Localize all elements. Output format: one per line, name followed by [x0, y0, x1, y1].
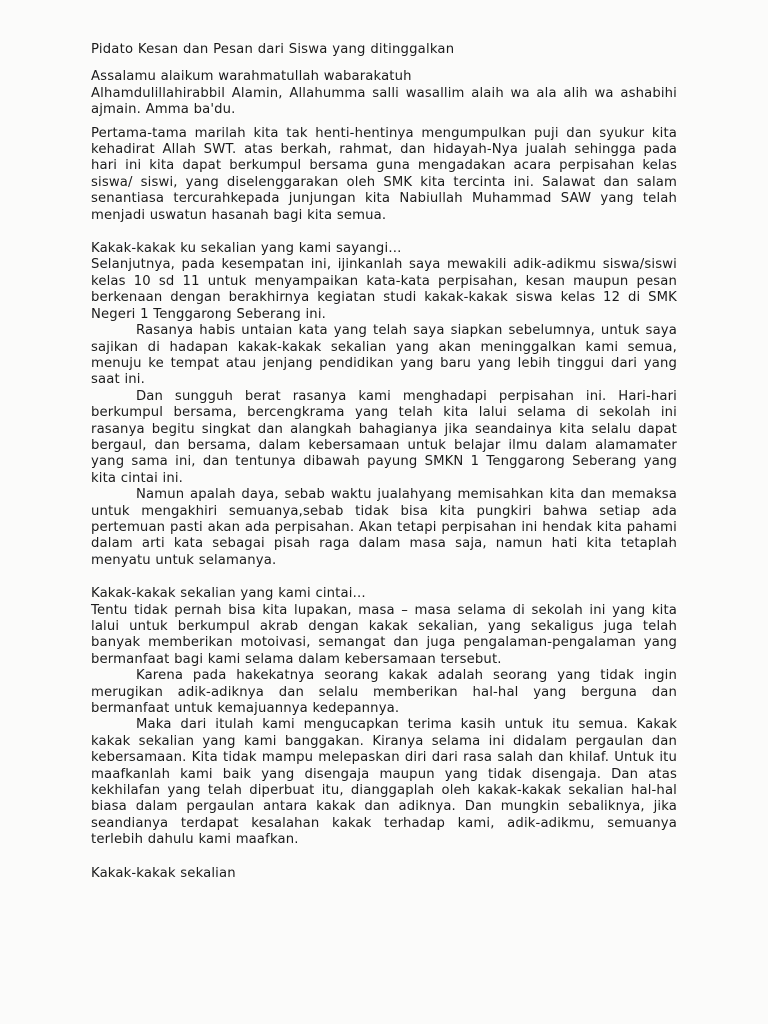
- paragraph: Maka dari itulah kami mengucapkan terima kasih untuk itu semua. Kakak kakak sekalian yang kami banggakan. Kiranya selama ini didalam pergaulan dan kebersamaan. Kita tidak mampu melepaskan diri dari rasa salah dan khilaf. Untuk itu maafkanlah kami baik yang disengaja maupun yang tidak disengaja. Dan atas kekhilafan yang telah diperbuat itu, dianggaplah oleh kakak-kakak sekalian hal-hal biasa dalam pergaulan antara kakak dan adiknya. Dan mungkin sebaliknya, jika seandianya terdapat kesalahan kakak terhadap kami, adik-adikmu, semuanya terlebih dahulu kami maafkan.: [91, 717, 677, 848]
- paragraph: Dan sungguh berat rasanya kami menghadapi perpisahan ini. Hari-hari berkumpul bersama, bercengkrama yang telah kita lalui selama di sekolah ini rasanya begitu singkat dan alangkah bahagianya jika seandainya kita selalu dapat bergaul, dan bersama, dalam kebersamaan untuk belajar ilmu dalam alamamater yang sama ini, dan tentunya dibawah payung SMKN 1 Tenggarong Seberang yang kita cintai ini.: [91, 388, 677, 486]
- section-heading: Kakak-kakak ku sekalian yang kami sayangi…: [91, 241, 402, 257]
- paragraph: Pertama-tama marilah kita tak henti-hentinya mengumpulkan puji dan syukur kita kehadirat Allah SWT. atas berkah, rahmat, dan hidayah-Nya jualah sehingga pada hari ini kita dapat berkumpul bersama guna mengadakan acara perpisahan kelas siswa/ siswi, yang diselenggarakan oleh SMK kita tercinta ini. Salawat dan salam senantiasa tercurahkepada junjungan kita Nabiullah Muhammad SAW yang telah menjadi uswatun hasanah bagi kita semua.: [91, 125, 677, 223]
- document-body: [91, 42, 677, 882]
- paragraph: Karena pada hakekatnya seorang kakak adalah seorang yang tidak ingin merugikan adik-adiknya dan selalu memberikan hal-hal yang berguna dan bermanfaat untuk kemajuannya kedepannya.: [91, 668, 677, 717]
- section-heading: Kakak-kakak sekalian yang kami cintai…: [91, 586, 366, 602]
- opening-prayer: Alhamdulillahirabbil Alamin, Allahumma salli wasallim alaih wa ala alih wa ashabihi ajmain. Amma ba'du.: [91, 85, 677, 118]
- paragraph: Rasanya habis untaian kata yang telah saya siapkan sebelumnya, untuk saya sajikan di hadapan kakak-kakak sekalian yang akan meninggalkan kami semua, menuju ke tempat atau jenjang pendidikan yang baru yang lebih tinggui dari yang saat ini.: [91, 323, 677, 388]
- paragraph: Tentu tidak pernah bisa kita lupakan, masa – masa selama di sekolah ini yang kita lalui untuk berkumpul akrab dengan kakak sekalian, yang sekaligus juga telah banyak memberikan motoivasi, semangat dan juga pengalaman-pengalaman yang bermanfaat bagi kami selama dalam kebersamaan tersebut.: [91, 602, 677, 667]
- paragraph: Selanjutnya, pada kesempatan ini, ijinkanlah saya mewakili adik-adikmu siswa/siswi kelas 10 sd 11 untuk menyampaikan kata-kata perpisahan, kesan maupun pesan berkenaan dengan berakhirnya kegiatan studi kakak-kakak siswa kelas 12 di SMK Negeri 1 Tenggarong Seberang ini.: [91, 257, 677, 322]
- document-title: Pidato Kesan dan Pesan dari Siswa yang ditinggalkan: [91, 42, 455, 57]
- section-heading: Kakak-kakak sekalian: [91, 865, 236, 881]
- greeting-line: Assalamu alaikum warahmatullah wabarakatuh: [91, 69, 412, 85]
- paragraph: Namun apalah daya, sebab waktu jualahyang memisahkan kita dan memaksa untuk mengakhiri semuanya,sebab tidak bisa kita pungkiri bahwa setiap ada pertemuan pasti akan ada perpisahan. Akan tetapi perpisahan ini hendak kita pahami dalam arti kata sebagai pisah raga dalam masa saja, namun hati kita tetaplah menyatu untuk selamanya.: [91, 487, 677, 568]
